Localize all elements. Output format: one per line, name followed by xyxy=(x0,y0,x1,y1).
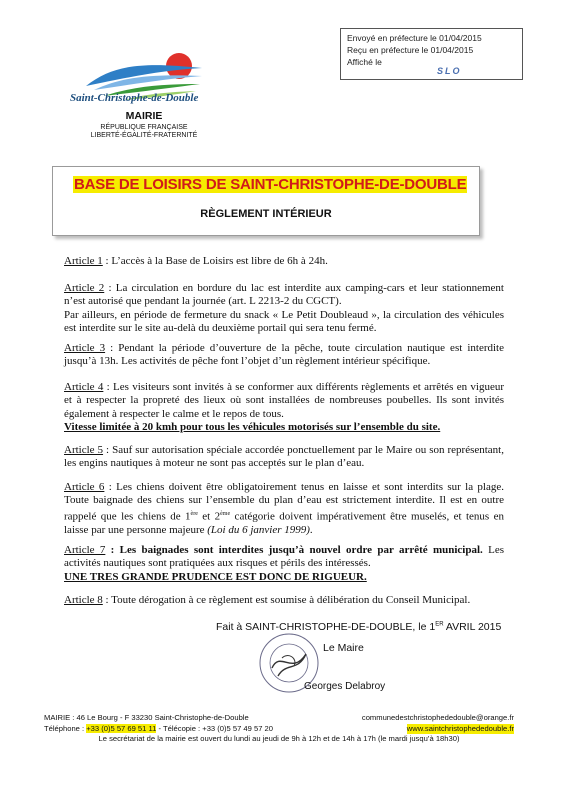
document-subtitle: RÈGLEMENT INTÉRIEUR xyxy=(200,208,332,220)
article-6-label: Article 6 xyxy=(64,481,105,493)
article-7-warning: UNE TRES GRANDE PRUDENCE EST DONC DE RIGUEUR. xyxy=(64,570,367,583)
article-6 xyxy=(64,481,504,537)
mairie-heading xyxy=(88,110,200,139)
article-6-sup1: ère xyxy=(190,510,198,517)
mairie-label: MAIRIE xyxy=(125,110,163,122)
article-1 xyxy=(64,255,504,268)
title-box xyxy=(52,166,480,236)
prefecture-received: Reçu en préfecture le 01/04/2015 xyxy=(347,45,474,55)
article-7-text: Les activités nautiques sont pratiquées aux risques et périls des intéressés. xyxy=(64,544,504,570)
date-sup: ER xyxy=(435,621,444,628)
article-5-text: : Sauf sur autorisation spéciale accordée ponctuellement par le Maire ou son représentant, les engins nautiques à moteur ne sont pas acceptés sur le plan d’eau. xyxy=(64,444,504,470)
article-6-cat2: 2 xyxy=(214,510,221,523)
footer-email: communedestchristophededouble@orange.fr xyxy=(361,713,514,722)
article-1-text: : L’accès à la Base de Loisirs est libre de 6h à 24h. xyxy=(102,255,328,267)
article-3-label: Article 3 xyxy=(64,342,106,354)
article-5-label: Article 5 xyxy=(64,444,104,456)
prefecture-sent: Envoyé en préfecture le 01/04/2015 xyxy=(347,33,482,43)
article-8-text: : Toute dérogation à ce règlement est soumise à délibération du Conseil Municipal. xyxy=(102,594,471,606)
article-3-text: : Pendant la période d’ouverture de la pêche, toute circulation nautique est interdite jusqu’à 13h. Les activités de pêche font l’objet d’un règlement intérieur spécifique. xyxy=(64,342,504,368)
article-2-text-2: Par ailleurs, en période de fermeture du snack « Le Petit Doubleaud », la circulation des véhicules est interdite sur le site au-delà du deuxième portail qui sera tenu fermé. xyxy=(64,308,504,334)
footer-address: MAIRIE : 46 Le Bourg - F 33230 Saint-Christophe-de-Double xyxy=(44,713,249,722)
article-6-end: . xyxy=(309,523,313,536)
town-name: Saint-Christophe-de-Double xyxy=(70,92,199,104)
article-4-label: Article 4 xyxy=(64,381,104,393)
footer-fax: - Télécopie : +33 (0)5 57 49 57 20 xyxy=(156,723,273,733)
republique-label: RÉPUBLIQUE FRANÇAISE xyxy=(100,124,188,131)
article-6-cat1: 1 xyxy=(185,510,191,523)
article-4-speed-limit: Vitesse limitée à 20 kmh pour tous les véhicules motorisés sur l’ensemble du site. xyxy=(64,420,441,433)
article-7 xyxy=(64,544,504,584)
prefecture-posted: Affiché le xyxy=(347,57,382,67)
prefecture-stamp-box xyxy=(340,28,523,80)
date-end: AVRIL 2015 xyxy=(443,621,502,633)
footer-tel-label: Téléphone : xyxy=(44,723,87,733)
article-6-mid: et xyxy=(197,510,215,523)
article-8 xyxy=(64,594,504,607)
article-6-text: : Les chiens doivent être obligatoirement tenus en laisse et sont interdits sur la plage. Toute baignade des chiens sur l’ensemble du plan d’eau est strictement interdite. Il est en outre rappelé que les chiens de xyxy=(64,481,504,523)
article-6-text-2: catégorie doivent impérativement être muselés, et tenus en laisse par une personne majeure xyxy=(64,510,504,536)
footer-tel: +33 (0)5 57 69 51 11 xyxy=(86,723,157,733)
article-7-label: Article 7 xyxy=(64,544,106,556)
footer-website: www.saintchristophededouble.fr xyxy=(406,723,514,733)
article-5 xyxy=(64,444,504,471)
article-6-sup2: ème xyxy=(220,510,231,517)
document-title: BASE DE LOISIRS DE SAINT-CHRISTOPHE-DE-DOUBLE xyxy=(74,176,467,193)
article-7-bold: : Les baignades sont interdites jusqu’à nouvel ordre par arrêté municipal. xyxy=(105,544,483,556)
place-date-text: Fait à SAINT-CHRISTOPHE-DE-DOUBLE, le 1 xyxy=(216,621,436,633)
devise-label: LIBERTÉ-ÉGALITÉ-FRATERNITÉ xyxy=(90,132,198,139)
article-3 xyxy=(64,342,504,369)
article-8-label: Article 8 xyxy=(64,594,103,606)
signatory-name: Georges Delabroy xyxy=(304,681,386,692)
article-1-label: Article 1 xyxy=(64,255,103,267)
page-footer xyxy=(44,713,514,745)
article-2-text: : La circulation en bordure du lac est interdite aux camping-cars et leur stationnement n’est autorisé que pendant la journée (art. L 2213-2 du CGCT). xyxy=(64,282,504,308)
article-4 xyxy=(64,381,504,434)
article-6-law: (Loi du 6 janvier 1999) xyxy=(207,523,310,536)
signatory-title: Le Maire xyxy=(323,642,364,654)
article-2-label: Article 2 xyxy=(64,282,105,294)
article-2 xyxy=(64,282,504,335)
prefecture-stamp-mark: SLO xyxy=(437,66,462,76)
footer-hours: Le secrétariat de la mairie est ouvert du lundi au jeudi de 9h à 12h et de 14h à 17h (le mardi jusqu’à 18h30) xyxy=(98,734,460,743)
article-4-text: : Les visiteurs sont invités à se conformer aux différents règlements et arrêtés en vigueur et à respecter la propreté des lieux où sont installées de nombreuses poubelles. Ils sont invités également à respecter le calme et le repos de tous. xyxy=(64,381,505,420)
